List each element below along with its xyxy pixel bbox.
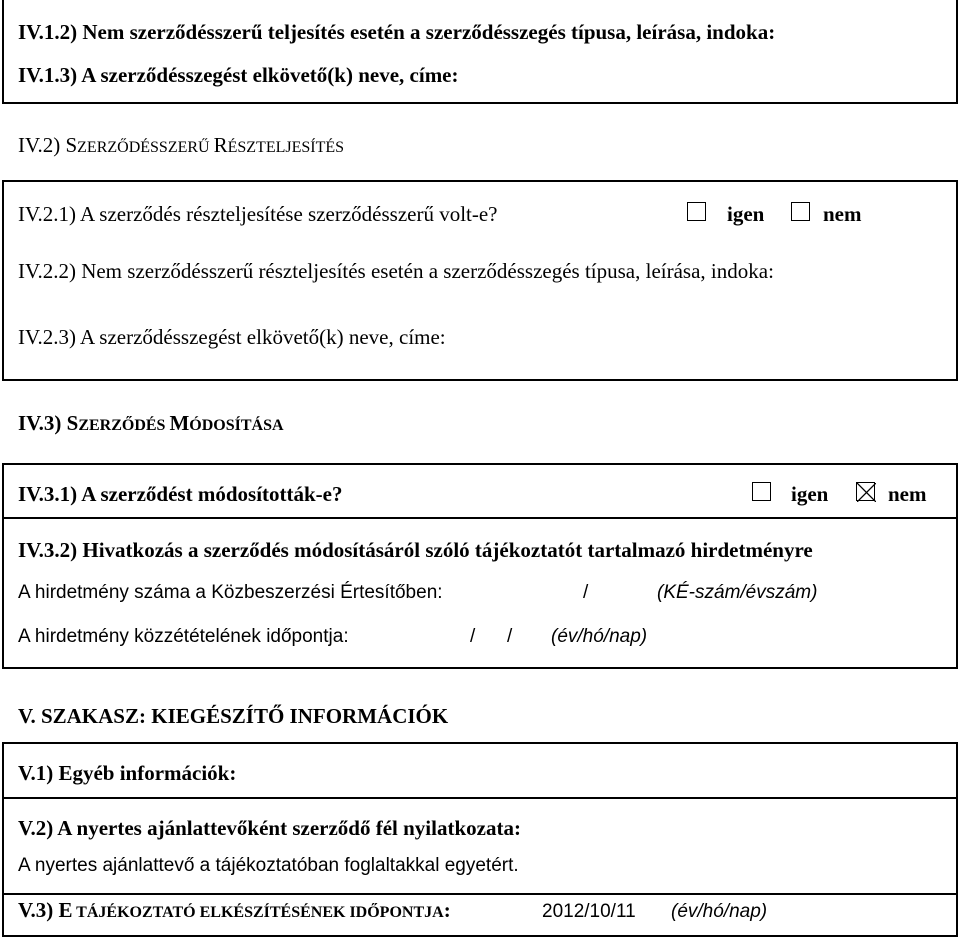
publication-date-separator-1: /: [470, 626, 476, 647]
publication-date-hint: (év/hó/nap): [551, 626, 648, 647]
checkbox-cross-icon: [857, 483, 876, 502]
v-3-divider: [2, 893, 958, 895]
iv-2-heading: IV.2) SZERZŐDÉSSZERŰ RÉSZTELJESÍTÉS: [18, 133, 345, 157]
iv-3-1-no-checkbox[interactable]: [856, 482, 875, 501]
section-iv-1-box: [2, 0, 958, 104]
iv-2-1-no-checkbox[interactable]: [791, 202, 810, 221]
iv-3-2-label: IV.3.2) Hivatkozás a szerződés módosításáról szóló tájékoztatót tartalmazó hirdetményre: [18, 538, 813, 562]
publication-date-separator-2: /: [507, 626, 513, 647]
v-3-date: 2012/10/11: [542, 901, 636, 922]
v-1-label: V.1) Egyéb információk:: [18, 761, 237, 785]
iv-2-1-yes-checkbox[interactable]: [687, 202, 706, 221]
v-3-label: V.3) E TÁJÉKOZTATÓ ELKÉSZÍTÉSÉNEK IDŐPONTJA:: [18, 898, 451, 922]
notice-number-hint: (KÉ-szám/évszám): [657, 582, 818, 603]
iv-3-1-yes-label: igen: [791, 482, 829, 506]
iv-3-1-no-label: nem: [888, 482, 927, 506]
iv-2-2-label: IV.2.2) Nem szerződésszerű részteljesítés esetén a szerződésszegés típusa, leírása, indoka:: [18, 259, 774, 283]
publication-date-label: A hirdetmény közzétételének időpontja:: [18, 626, 349, 647]
iv-1-2-label: IV.1.2) Nem szerződésszerű teljesítés esetén a szerződésszegés típusa, leírása, indoka:: [18, 20, 776, 44]
v-2-label: V.2) A nyertes ajánlattevőként szerződő fél nyilatkozata:: [18, 816, 521, 840]
v-2-statement: A nyertes ajánlattevő a tájékoztatóban foglaltakkal egyetért.: [18, 855, 519, 876]
v-3-date-hint: (év/hó/nap): [671, 901, 768, 922]
iv-2-1-yes-label: igen: [727, 202, 765, 226]
iv-2-1-label: IV.2.1) A szerződés részteljesítése szerződésszerű volt-e?: [18, 202, 498, 226]
iv-3-heading: IV.3) SZERZŐDÉS MÓDOSÍTÁSA: [18, 411, 284, 435]
iv-1-3-label: IV.1.3) A szerződésszegést elkövető(k) neve, címe:: [18, 63, 459, 87]
section-v-heading: V. SZAKASZ: KIEGÉSZÍTŐ INFORMÁCIÓK: [18, 704, 449, 728]
iv-2-3-label: IV.2.3) A szerződésszegést elkövető(k) neve, címe:: [18, 325, 446, 349]
iv-3-1-yes-checkbox[interactable]: [752, 482, 771, 501]
notice-number-label: A hirdetmény száma a Közbeszerzési Értesítőben:: [18, 582, 443, 603]
iv-3-divider: [2, 517, 958, 519]
notice-number-separator: /: [583, 582, 589, 603]
iv-2-1-no-label: nem: [823, 202, 862, 226]
iv-3-1-label: IV.3.1) A szerződést módosították-e?: [18, 482, 343, 506]
